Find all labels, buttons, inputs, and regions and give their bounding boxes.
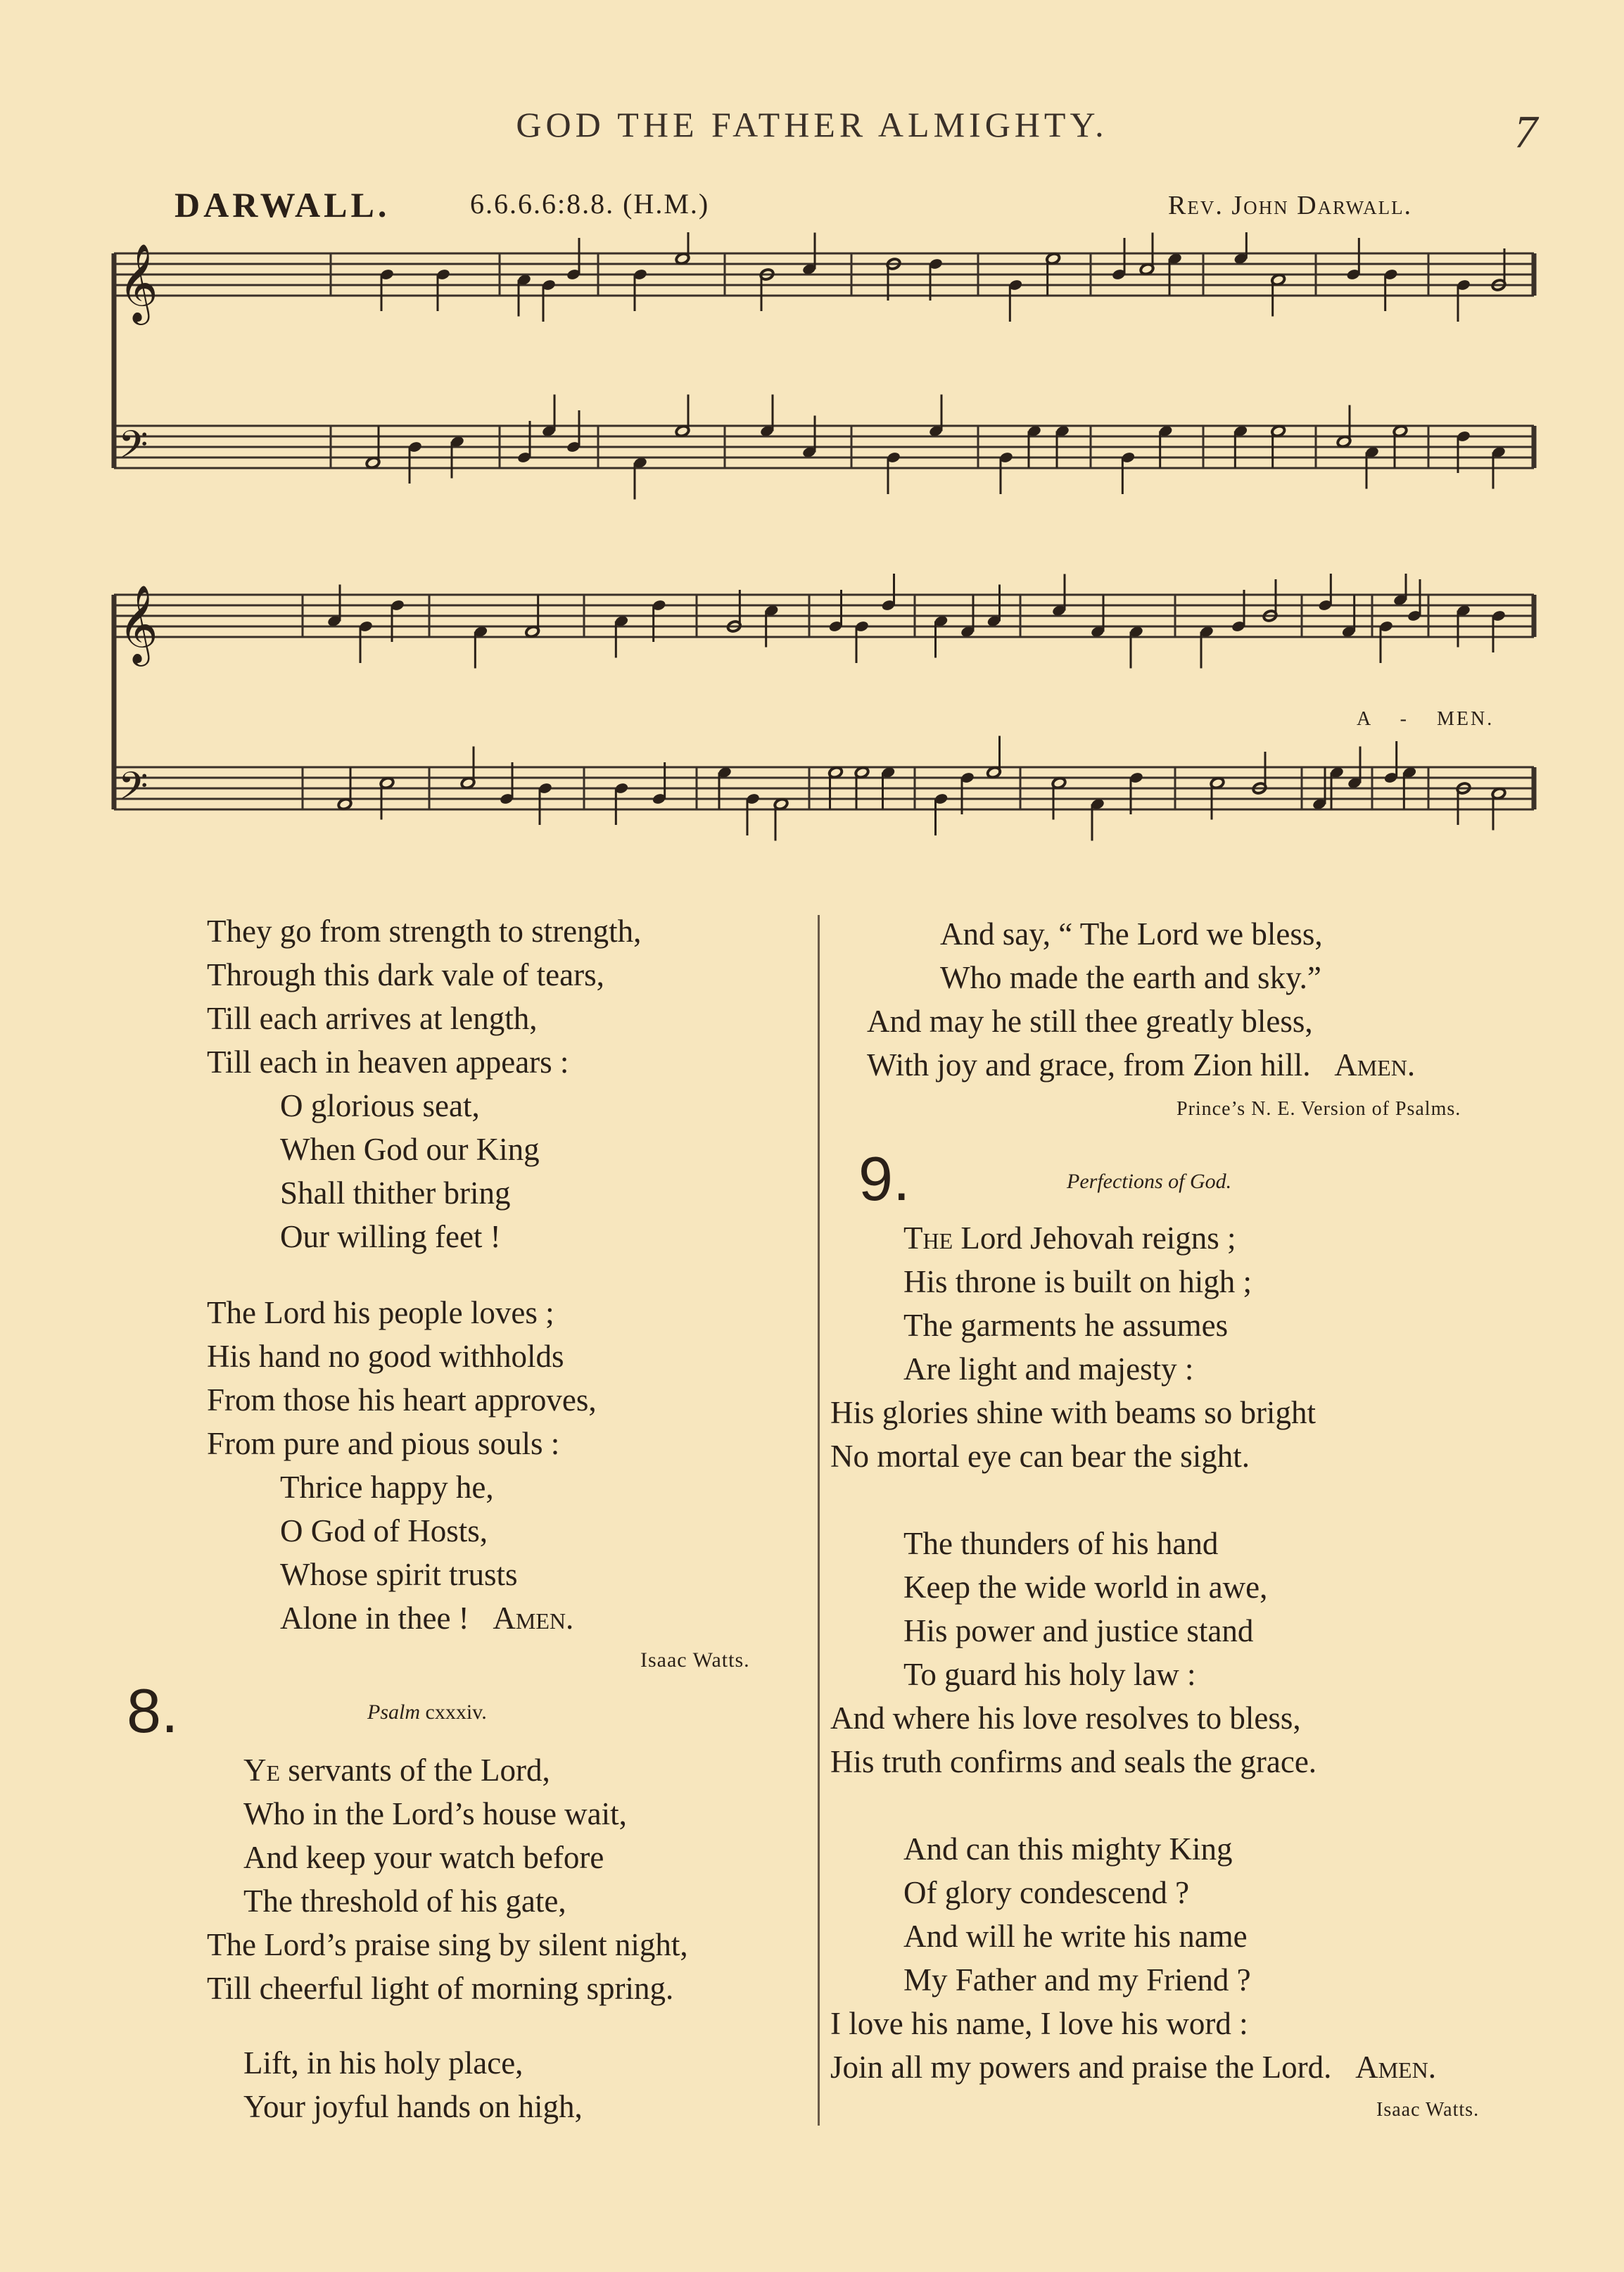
column-divider — [818, 915, 820, 2126]
initial-word: Ye — [243, 1753, 281, 1788]
hymn-9-stanza-3 — [830, 1827, 1436, 2089]
hymn-8-stanza-2 — [243, 2041, 583, 2128]
verse-text: Alone in thee ! — [280, 1601, 469, 1636]
running-head: GOD THE FATHER ALMIGHTY. — [516, 105, 1108, 144]
verse-line: And will he write his name — [903, 1919, 1248, 1954]
left-stanza-2 — [207, 1291, 597, 1640]
hymn-subtitle-italic: Psalm — [367, 1700, 420, 1724]
hymn-number: 8. — [127, 1676, 179, 1746]
verse-line: I love his name, I love his word : — [830, 2006, 1248, 2041]
verse-text: servants of the Lord, — [280, 1753, 550, 1788]
amen-word: Amen. — [1355, 2050, 1436, 2085]
verse-text: With joy and grace, from Zion hill. — [867, 1047, 1311, 1083]
verse-line: To guard his holy law : — [903, 1657, 1196, 1692]
hymn-8-stanza-1 — [207, 1748, 688, 2010]
hymn-subtitle — [367, 1700, 487, 1724]
verse-line: Keep the wide world in awe, — [903, 1570, 1268, 1605]
verse-line: His truth confirms and seals the grace. — [830, 1744, 1317, 1779]
amen-label: A - MEN. — [1357, 708, 1495, 730]
verse-line: His hand no good withholds — [207, 1339, 564, 1374]
tune-meter: 6.6.6.6:8.8. (H.M.) — [470, 188, 710, 220]
verse-line: And say, “ The Lord we bless, — [940, 916, 1323, 952]
hymn-subtitle: Perfections of God. — [1067, 1170, 1232, 1193]
verse-line: The garments he assumes — [903, 1308, 1229, 1343]
bass-clef-icon: 𝄢 — [118, 764, 148, 818]
verse-line: Till each in heaven appears : — [207, 1045, 569, 1080]
verse-line — [830, 2045, 1436, 2089]
verse-line: My Father and my Friend ? — [903, 1962, 1251, 1998]
verse-line: Are light and majesty : — [903, 1351, 1194, 1387]
treble-clef-icon: 𝄞 — [118, 584, 158, 663]
music-system-1 — [106, 232, 1548, 549]
verse-line: Thrice happy he, — [280, 1470, 494, 1505]
treble-staff — [114, 574, 1534, 669]
hymn-subtitle-roman: cxxxiv. — [425, 1700, 487, 1724]
verse-line — [243, 1748, 688, 1792]
verse-line: Your joyful hands on high, — [243, 2089, 583, 2124]
verse-line: Whose spirit trusts — [280, 1557, 518, 1592]
verse-line: From those his heart approves, — [207, 1382, 597, 1418]
verse-line: No mortal eye can bear the sight. — [830, 1439, 1250, 1474]
verse-line: Of glory condescend ? — [903, 1875, 1190, 1910]
attribution: Isaac Watts. — [640, 1648, 750, 1672]
verse-line: Till cheerful light of morning spring. — [207, 1971, 674, 2006]
right-stanza-1 — [867, 912, 1415, 1087]
verse-line: Lift, in his holy place, — [243, 2045, 524, 2081]
treble-clef-icon: 𝄞 — [118, 243, 158, 322]
verse-line: Shall thither bring — [280, 1175, 511, 1211]
page-number: 7 — [1514, 106, 1537, 158]
initial-word: The — [903, 1220, 953, 1256]
verse-line: The thunders of his hand — [903, 1526, 1219, 1561]
composer-credit: Rev. John Darwall. — [1168, 191, 1413, 220]
bass-staff — [114, 736, 1534, 841]
verse-line: Till each arrives at length, — [207, 1001, 538, 1036]
verse-line: Who in the Lord’s house wait, — [243, 1796, 627, 1831]
verse-line: His power and justice stand — [903, 1613, 1254, 1648]
music-system-2 — [106, 574, 1548, 890]
hymn-number: 9. — [858, 1144, 911, 1213]
attribution: Prince’s N. E. Version of Psalms. — [1176, 1098, 1461, 1120]
verse-line: Through this dark vale of tears, — [207, 957, 604, 992]
verse-line: And keep your watch before — [243, 1840, 604, 1875]
verse-line: Our willing feet ! — [280, 1219, 501, 1254]
left-stanza-1 — [207, 909, 641, 1258]
verse-line — [207, 1596, 597, 1640]
bass-clef-icon: 𝄢 — [118, 422, 148, 477]
verse-line — [867, 1043, 1415, 1087]
verse-line: O God of Hosts, — [280, 1513, 488, 1548]
verse-line: His glories shine with beams so bright — [830, 1395, 1316, 1430]
hymn-9-stanza-2 — [830, 1522, 1317, 1784]
treble-staff — [114, 232, 1534, 325]
verse-line: And can this mighty King — [903, 1831, 1233, 1867]
verse-line: The Lord his people loves ; — [207, 1295, 554, 1330]
verse-line: And may he still thee greatly bless, — [867, 1004, 1313, 1039]
verse-line: His throne is built on high ; — [903, 1264, 1252, 1299]
verse-line: From pure and pious souls : — [207, 1426, 560, 1461]
verse-text: Lord Jehovah reigns ; — [953, 1220, 1236, 1256]
verse-line: They go from strength to strength, — [207, 914, 642, 949]
attribution: Isaac Watts. — [1376, 2099, 1480, 2121]
verse-line: The threshold of his gate, — [243, 1883, 566, 1919]
hymn-9-stanza-1 — [830, 1216, 1316, 1478]
verse-line: And where his love resolves to bless, — [830, 1700, 1301, 1736]
tune-name: DARWALL. — [175, 185, 391, 225]
verse-line: When God our King — [280, 1132, 540, 1167]
verse-line — [830, 1216, 1316, 1260]
verse-text: Join all my powers and praise the Lord. — [830, 2050, 1332, 2085]
amen-word: Amen. — [493, 1601, 574, 1636]
verse-line: Who made the earth and sky.” — [940, 960, 1321, 995]
verse-line: O glorious seat, — [280, 1088, 480, 1123]
amen-word: Amen. — [1334, 1047, 1416, 1083]
bass-staff — [114, 395, 1534, 500]
verse-line: The Lord’s praise sing by silent night, — [207, 1927, 688, 1962]
